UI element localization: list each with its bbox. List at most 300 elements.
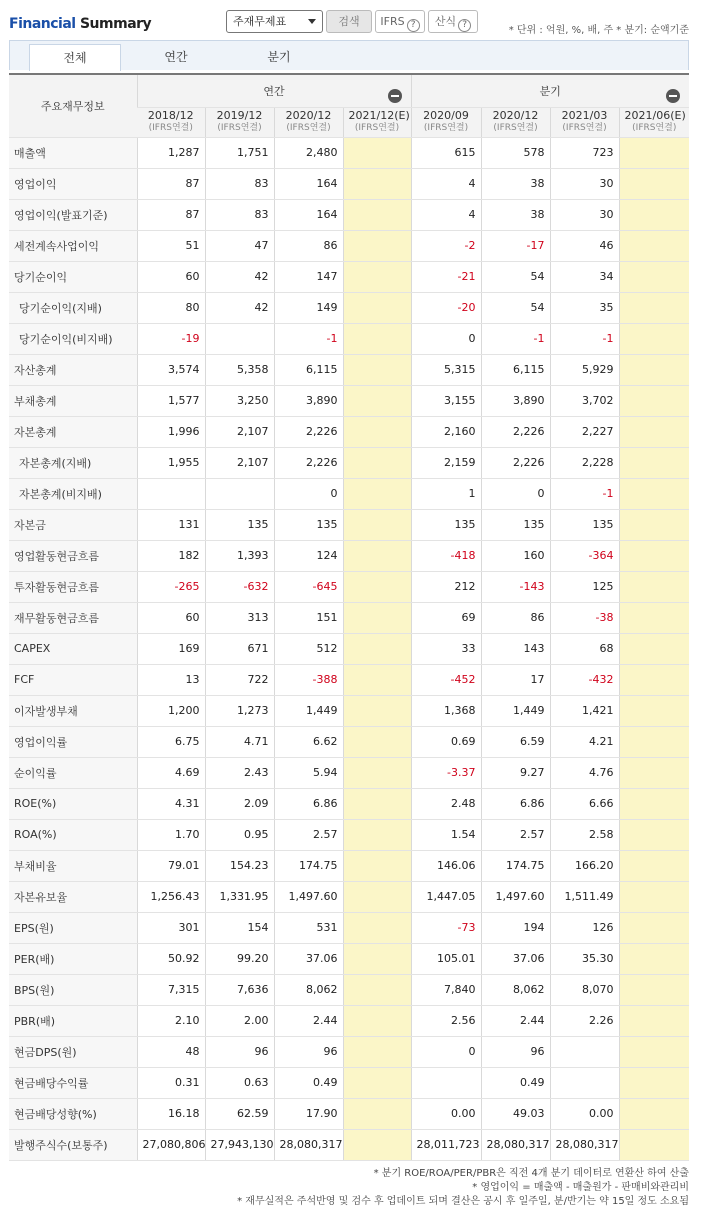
tab-all[interactable]: 전체 (29, 44, 121, 71)
table-cell: 42 (205, 261, 274, 292)
table-cell: 6.75 (137, 726, 205, 757)
row-label: 순이익률 (9, 757, 137, 788)
table-cell: 174.75 (481, 850, 550, 881)
table-cell: 7,315 (137, 974, 205, 1005)
table-cell: 2.56 (411, 1005, 481, 1036)
table-cell (343, 540, 411, 571)
table-cell (550, 1067, 619, 1098)
table-cell: 60 (137, 261, 205, 292)
row-label: ROA(%) (9, 819, 137, 850)
unit-note: * 단위 : 억원, %, 배, 주 * 분기: 순액기준 (508, 25, 689, 36)
table-cell: 154 (205, 912, 274, 943)
row-label: 발행주식수(보통주) (9, 1129, 137, 1160)
table-cell (343, 633, 411, 664)
row-label: 세전계속사업이익 (9, 230, 137, 261)
table-cell: 2,160 (411, 416, 481, 447)
table-cell: 4 (411, 168, 481, 199)
table-cell: 135 (274, 509, 343, 540)
table-row (9, 137, 689, 168)
table-cell (619, 1067, 689, 1098)
table-cell: 194 (481, 912, 550, 943)
table-row (9, 168, 689, 199)
formula-help-button[interactable] (428, 10, 478, 33)
table-row (9, 478, 689, 509)
table-cell: 125 (550, 571, 619, 602)
table-cell (343, 943, 411, 974)
table-row (9, 912, 689, 943)
table-cell: 4.21 (550, 726, 619, 757)
table-cell: 28,080,317 (550, 1129, 619, 1160)
table-row (9, 757, 689, 788)
table-cell: -1 (550, 323, 619, 354)
table-cell (343, 695, 411, 726)
table-cell: 68 (550, 633, 619, 664)
table-cell (343, 1067, 411, 1098)
table-cell: 48 (137, 1036, 205, 1067)
table-cell: 6.66 (550, 788, 619, 819)
row-label: 당기순이익(비지배) (9, 323, 137, 354)
table-cell: 33 (411, 633, 481, 664)
table-cell: 69 (411, 602, 481, 633)
table-cell: 164 (274, 199, 343, 230)
row-label: 자본총계(지배) (9, 447, 137, 478)
table-cell (619, 850, 689, 881)
table-cell: 6,115 (481, 354, 550, 385)
table-cell (343, 292, 411, 323)
table-cell (343, 726, 411, 757)
table-cell (343, 1098, 411, 1129)
table-cell (619, 1036, 689, 1067)
footnotes (237, 1167, 689, 1209)
table-cell: 16.18 (137, 1098, 205, 1129)
row-label: 자본금 (9, 509, 137, 540)
table-cell: 4.76 (550, 757, 619, 788)
table-cell: 1.54 (411, 819, 481, 850)
table-cell: 5,929 (550, 354, 619, 385)
table-cell: 135 (481, 509, 550, 540)
table-cell: 99.20 (205, 943, 274, 974)
table-row (9, 1067, 689, 1098)
table-cell: 54 (481, 292, 550, 323)
row-label: BPS(원) (9, 974, 137, 1005)
table-cell (619, 230, 689, 261)
table-row (9, 695, 689, 726)
row-label: 부채총계 (9, 385, 137, 416)
collapse-minus-icon[interactable] (666, 89, 680, 103)
table-cell: 166.20 (550, 850, 619, 881)
table-row (9, 509, 689, 540)
row-label: 현금배당성향(%) (9, 1098, 137, 1129)
page-title (9, 16, 151, 32)
table-cell: 30 (550, 168, 619, 199)
table-cell: 2.44 (481, 1005, 550, 1036)
table-cell: 1,511.49 (550, 881, 619, 912)
table-cell (619, 726, 689, 757)
table-cell: -73 (411, 912, 481, 943)
table-cell: 0.69 (411, 726, 481, 757)
table-cell: 35 (550, 292, 619, 323)
table-cell (619, 292, 689, 323)
footnote: * 분기 ROE/ROA/PER/PBR은 직전 4개 분기 데이터로 연환산 하여 산출 (373, 1168, 689, 1179)
table-cell: 2,228 (550, 447, 619, 478)
table-cell: 0.31 (137, 1067, 205, 1098)
table-cell: 1,273 (205, 695, 274, 726)
table-cell: 27,943,130 (205, 1129, 274, 1160)
table-cell (343, 230, 411, 261)
table-cell: 1,497.60 (274, 881, 343, 912)
table-cell: 3,702 (550, 385, 619, 416)
row-label: 현금DPS(원) (9, 1036, 137, 1067)
table-cell: 2,226 (481, 416, 550, 447)
table-cell: 96 (481, 1036, 550, 1067)
table-cell: 151 (274, 602, 343, 633)
row-label: PER(배) (9, 943, 137, 974)
table-cell (343, 509, 411, 540)
table-row (9, 633, 689, 664)
table-cell: -452 (411, 664, 481, 695)
table-row (9, 230, 689, 261)
row-label: FCF (9, 664, 137, 695)
table-cell: 0.95 (205, 819, 274, 850)
table-cell: 30 (550, 199, 619, 230)
table-cell: 0.63 (205, 1067, 274, 1098)
period-header (481, 107, 550, 137)
table-cell (343, 881, 411, 912)
period-label: 2018/12 (147, 109, 194, 122)
table-cell (343, 571, 411, 602)
chevron-down-icon (308, 19, 316, 24)
table-cell (619, 788, 689, 819)
table-cell: 2,227 (550, 416, 619, 447)
table-cell: 6.86 (274, 788, 343, 819)
table-cell: -1 (550, 478, 619, 509)
table-cell (137, 478, 205, 509)
table-row (9, 199, 689, 230)
table-cell: 4.69 (137, 757, 205, 788)
table-cell: 42 (205, 292, 274, 323)
table-cell: 1,497.60 (481, 881, 550, 912)
question-icon: ? (407, 19, 420, 32)
period-header (137, 107, 205, 137)
table-cell: 1,287 (137, 137, 205, 168)
table-cell (205, 478, 274, 509)
table-cell: 301 (137, 912, 205, 943)
table-cell: -17 (481, 230, 550, 261)
table-cell (619, 323, 689, 354)
period-header (343, 107, 411, 137)
table-cell: 147 (274, 261, 343, 292)
table-cell: 86 (274, 230, 343, 261)
table-cell: 35.30 (550, 943, 619, 974)
table-row (9, 819, 689, 850)
row-label: 자본유보율 (9, 881, 137, 912)
table-cell: 1.70 (137, 819, 205, 850)
table-cell: 2.10 (137, 1005, 205, 1036)
table-row (9, 1098, 689, 1129)
table-cell: 2.58 (550, 819, 619, 850)
formula-label: 산식 (434, 15, 457, 28)
row-label: CAPEX (9, 633, 137, 664)
period-tabs (9, 40, 689, 70)
table-cell (619, 509, 689, 540)
group-header-annual (137, 74, 411, 107)
table-cell (343, 168, 411, 199)
row-label: PBR(배) (9, 1005, 137, 1036)
table-cell (343, 1036, 411, 1067)
table-cell (343, 974, 411, 1005)
table-cell (619, 1129, 689, 1160)
period-basis: (IFRS연결) (148, 123, 193, 133)
table-cell: 143 (481, 633, 550, 664)
table-cell: 2.48 (411, 788, 481, 819)
ifrs-help-button[interactable] (375, 10, 425, 33)
table-cell: 7,636 (205, 974, 274, 1005)
table-cell (343, 199, 411, 230)
row-label: 자본총계 (9, 416, 137, 447)
table-cell: 1,955 (137, 447, 205, 478)
table-cell: 3,155 (411, 385, 481, 416)
header (0, 0, 701, 40)
table-cell: 1,331.95 (205, 881, 274, 912)
table-row (9, 323, 689, 354)
table-cell (619, 757, 689, 788)
ifrs-label: IFRS (380, 15, 405, 28)
table-cell: 7,840 (411, 974, 481, 1005)
table-cell: 60 (137, 602, 205, 633)
question-icon: ? (458, 19, 471, 32)
financial-summary-table (9, 73, 689, 1161)
table-cell: 0 (481, 478, 550, 509)
period-header (550, 107, 619, 137)
table-row (9, 292, 689, 323)
table-cell: 126 (550, 912, 619, 943)
table-cell: 212 (411, 571, 481, 602)
table-cell: 6.59 (481, 726, 550, 757)
period-header (205, 107, 274, 137)
row-label: ROE(%) (9, 788, 137, 819)
table-cell: 79.01 (137, 850, 205, 881)
table-cell (619, 571, 689, 602)
table-cell: 86 (481, 602, 550, 633)
table-cell: 2,226 (274, 416, 343, 447)
table-cell: -418 (411, 540, 481, 571)
table-cell (619, 447, 689, 478)
table-cell: 160 (481, 540, 550, 571)
table-row (9, 602, 689, 633)
table-cell (619, 354, 689, 385)
row-label: 당기순이익(지배) (9, 292, 137, 323)
period-basis: (IFRS연결) (423, 123, 469, 133)
table-cell (411, 1067, 481, 1098)
table-row (9, 261, 689, 292)
row-label: 이자발생부채 (9, 695, 137, 726)
footnote: * 재무실적은 주석반영 및 검수 후 업데이트 되며 결산은 공시 후 일주일, 분/반기는 약 15일 정도 소요됨 (237, 1196, 689, 1207)
table-cell (619, 137, 689, 168)
group-annual-label: 연간 (263, 84, 285, 98)
table-cell: 17 (481, 664, 550, 695)
table-cell (619, 602, 689, 633)
table-cell: 1,393 (205, 540, 274, 571)
search-button[interactable]: 검색 (326, 10, 372, 33)
row-label: 부채비율 (9, 850, 137, 881)
period-header (274, 107, 343, 137)
table-row (9, 1036, 689, 1067)
table-cell (343, 323, 411, 354)
table-cell: 96 (205, 1036, 274, 1067)
table-row (9, 881, 689, 912)
table-cell: 8,062 (481, 974, 550, 1005)
table-cell (343, 602, 411, 633)
table-row (9, 447, 689, 478)
table-cell (619, 664, 689, 695)
period-basis: (IFRS연결) (562, 123, 607, 133)
row-label: 영업이익(발표기준) (9, 199, 137, 230)
table-cell: 131 (137, 509, 205, 540)
table-cell (619, 1005, 689, 1036)
table-cell: 0.00 (550, 1098, 619, 1129)
table-cell: 62.59 (205, 1098, 274, 1129)
table-cell: 49.03 (481, 1098, 550, 1129)
table-cell: 0 (411, 1036, 481, 1067)
table-cell (343, 757, 411, 788)
table-cell: 38 (481, 199, 550, 230)
period-basis: (IFRS연결) (286, 123, 331, 133)
table-row (9, 385, 689, 416)
table-cell: 37.06 (481, 943, 550, 974)
table-cell: 2.57 (274, 819, 343, 850)
group-header-quarter (411, 74, 689, 107)
table-cell: 146.06 (411, 850, 481, 881)
row-label: 영업이익 (9, 168, 137, 199)
period-header (619, 107, 689, 137)
table-cell: 6.62 (274, 726, 343, 757)
table-cell: -388 (274, 664, 343, 695)
table-row (9, 726, 689, 757)
statement-type-select[interactable] (226, 10, 323, 33)
table-row (9, 974, 689, 1005)
table-cell: 2.44 (274, 1005, 343, 1036)
table-cell: 8,062 (274, 974, 343, 1005)
table-cell: 54 (481, 261, 550, 292)
table-cell: 135 (550, 509, 619, 540)
table-cell: 27,080,806 (137, 1129, 205, 1160)
table-cell: 1 (411, 478, 481, 509)
table-cell (619, 1098, 689, 1129)
table-cell (343, 137, 411, 168)
table-cell (343, 819, 411, 850)
row-label: 영업이익률 (9, 726, 137, 757)
table-cell (343, 261, 411, 292)
row-label: 현금배당수익률 (9, 1067, 137, 1098)
table-cell: 0 (274, 478, 343, 509)
table-cell: 124 (274, 540, 343, 571)
table-row (9, 788, 689, 819)
table-cell: 3,250 (205, 385, 274, 416)
table-cell: 2.09 (205, 788, 274, 819)
table-row (9, 571, 689, 602)
table-cell: 51 (137, 230, 205, 261)
period-basis: (IFRS연결) (217, 123, 262, 133)
table-cell: 38 (481, 168, 550, 199)
table-cell: 6.86 (481, 788, 550, 819)
table-cell (619, 695, 689, 726)
table-cell (619, 974, 689, 1005)
tab-quarter[interactable]: 분기 (267, 50, 291, 64)
table-cell: 8,070 (550, 974, 619, 1005)
table-cell: 174.75 (274, 850, 343, 881)
table-cell (343, 788, 411, 819)
table-cell: 182 (137, 540, 205, 571)
table-cell (619, 633, 689, 664)
row-label: 영업활동현금흐름 (9, 540, 137, 571)
period-basis: (IFRS연결) (632, 123, 677, 133)
table-row (9, 943, 689, 974)
table-cell: 3,890 (274, 385, 343, 416)
tab-annual[interactable]: 연간 (164, 50, 188, 64)
table-cell (343, 478, 411, 509)
table-cell: 34 (550, 261, 619, 292)
table-cell (619, 199, 689, 230)
table-cell: 2,480 (274, 137, 343, 168)
table-cell: -632 (205, 571, 274, 602)
period-label: 2021/06(E) (624, 109, 686, 122)
table-cell: 0 (411, 323, 481, 354)
table-cell: 1,256.43 (137, 881, 205, 912)
table-cell: 47 (205, 230, 274, 261)
table-cell: 4.31 (137, 788, 205, 819)
table-cell (619, 943, 689, 974)
row-label: 재무활동현금흐름 (9, 602, 137, 633)
table-cell: 149 (274, 292, 343, 323)
row-label: EPS(원) (9, 912, 137, 943)
table-cell: 169 (137, 633, 205, 664)
table-cell: -21 (411, 261, 481, 292)
table-cell: 1,577 (137, 385, 205, 416)
table-cell: 2.00 (205, 1005, 274, 1036)
table-cell: 723 (550, 137, 619, 168)
table-cell: 164 (274, 168, 343, 199)
table-cell: 3,574 (137, 354, 205, 385)
table-cell: 2,226 (481, 447, 550, 478)
table-row (9, 1005, 689, 1036)
table-cell: 9.27 (481, 757, 550, 788)
table-cell: 2,107 (205, 416, 274, 447)
group-quarter-label: 분기 (539, 84, 561, 98)
title-summary: Summary (75, 16, 152, 32)
table-cell (343, 416, 411, 447)
table-cell (343, 850, 411, 881)
table-cell: -1 (481, 323, 550, 354)
collapse-minus-icon[interactable] (388, 89, 402, 103)
table-cell: 671 (205, 633, 274, 664)
period-label: 2021/03 (561, 109, 608, 122)
table-cell (343, 385, 411, 416)
table-row (9, 1129, 689, 1160)
table-cell (343, 1005, 411, 1036)
table-cell: -20 (411, 292, 481, 323)
table-cell: 0.00 (411, 1098, 481, 1129)
table-cell: -2 (411, 230, 481, 261)
period-label: 2021/12(E) (348, 109, 410, 122)
table-cell: 87 (137, 199, 205, 230)
table-cell: 17.90 (274, 1098, 343, 1129)
table-cell: 135 (411, 509, 481, 540)
period-header (411, 107, 481, 137)
table-cell: 96 (274, 1036, 343, 1067)
table-cell (343, 664, 411, 695)
table-cell: 83 (205, 199, 274, 230)
table-cell: 0.49 (274, 1067, 343, 1098)
